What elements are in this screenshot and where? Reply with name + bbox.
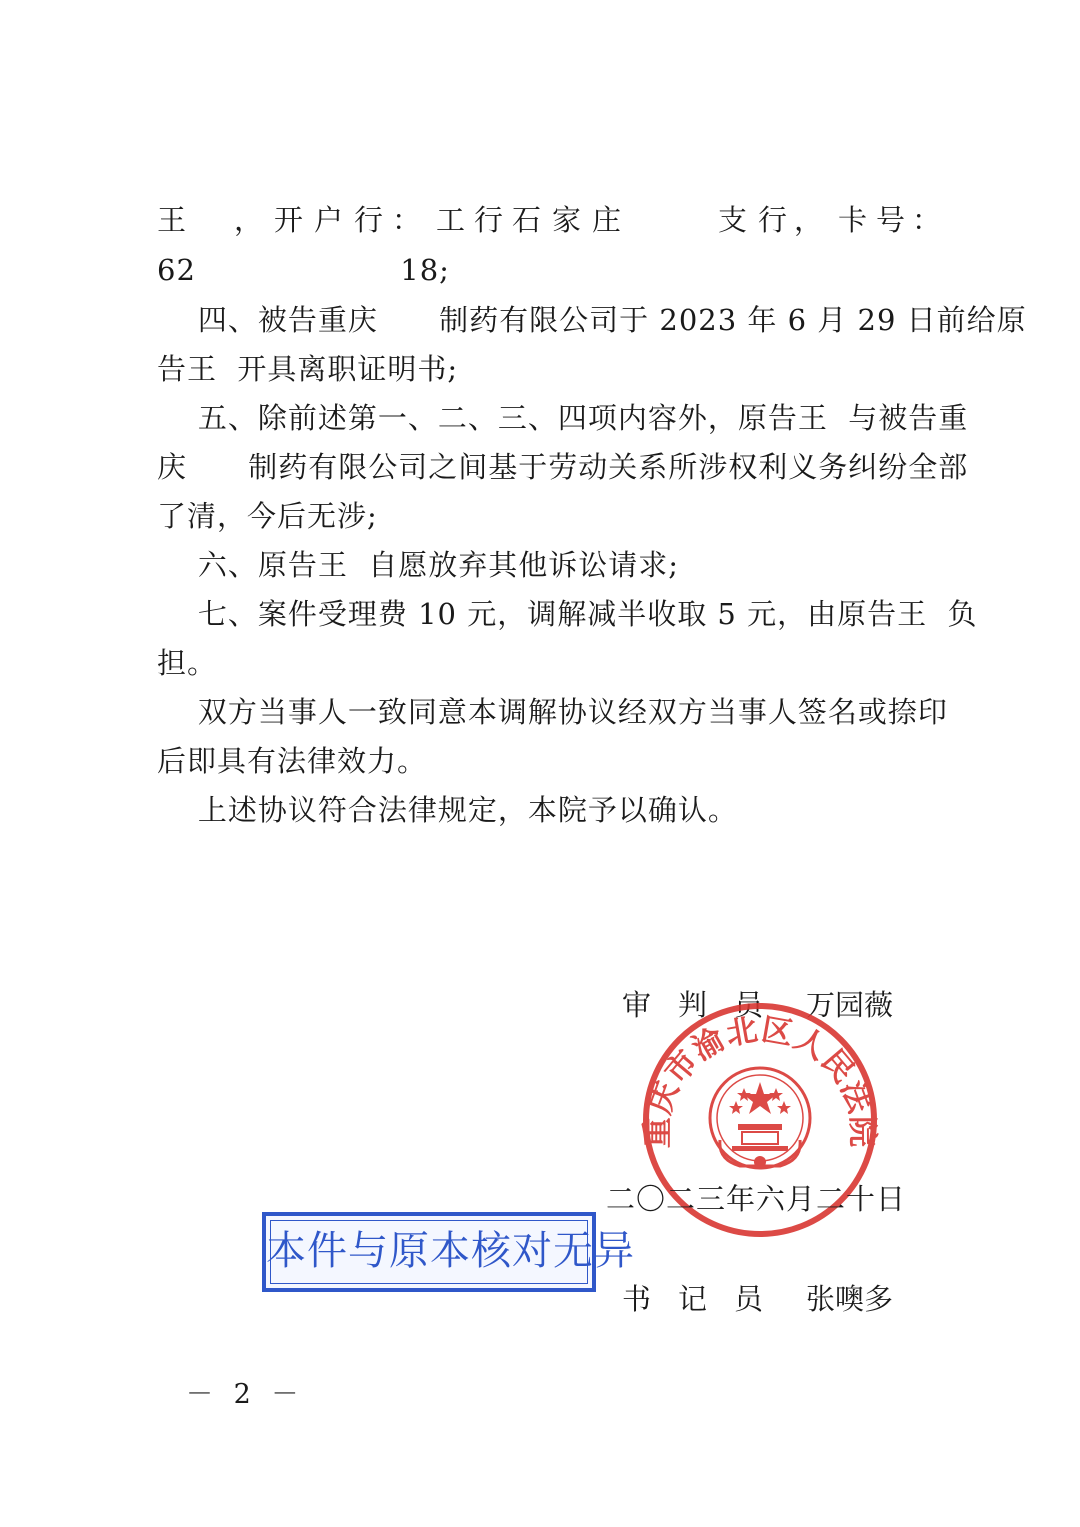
judge-role-char: 审 (622, 988, 652, 1022)
clerk-role-char: 员 (734, 1282, 764, 1316)
judge-signature (0, 988, 1080, 1022)
body-line: 62 18; (157, 253, 450, 287)
first-line-token: 家 (552, 203, 582, 237)
first-line-token: 工 (436, 203, 466, 237)
body-line: 担。 (157, 646, 218, 680)
first-line-token: 石 (512, 203, 542, 237)
first-line-token: ： (912, 203, 942, 237)
first-line-token: 王 (157, 203, 187, 237)
body-line: 七、案件受理费 10 元，调解减半收取 5 元，由原告王 负 (157, 597, 978, 631)
judge-role-char: 员 (734, 988, 764, 1022)
first-line-token: 号 (876, 203, 906, 237)
first-line-token: 卡 (838, 203, 868, 237)
body-line: 五、除前述第一、二、三、四项内容外，原告王 与被告重 (157, 401, 969, 435)
judgment-date: 二〇二三年六月二十日 (606, 1182, 907, 1216)
judge-name: 万园薇 (806, 988, 894, 1022)
judge-role-char: 判 (678, 988, 708, 1022)
clerk-signature (0, 1282, 1080, 1316)
first-line-token: ， (794, 203, 824, 237)
first-line-token: 开 (274, 203, 304, 237)
body-line: 六、原告王 自愿放弃其他诉讼请求; (157, 548, 680, 582)
clerk-name: 张噢多 (806, 1282, 894, 1316)
seal-ring-text: 重庆市渝北区人民法院 (640, 1011, 880, 1149)
body-line: 上述协议符合法律规定，本院予以确认。 (157, 793, 738, 827)
stamp-text: 本件与原本核对无异 (266, 1228, 635, 1274)
page-number: － 2 － (186, 1379, 305, 1410)
copy-verification-stamp (262, 1212, 635, 1292)
clerk-role-char: 书 (622, 1282, 652, 1316)
first-line-token: 行 (474, 203, 504, 237)
first-line-token: 行 (354, 203, 384, 237)
first-line-token: ： (392, 203, 422, 237)
first-line-token: 行 (758, 203, 788, 237)
first-line-token: 户 (314, 203, 344, 237)
first-line-token: 庄 (592, 203, 622, 237)
body-line: 四、被告重庆 制药有限公司于 2023 年 6 月 29 日前给原 (157, 303, 1027, 337)
body-line: 了清，今后无涉; (157, 499, 378, 533)
clerk-role-char: 记 (678, 1282, 708, 1316)
body-line: 告王 开具离职证明书; (157, 352, 459, 386)
national-emblem-icon (710, 1068, 810, 1168)
first-line-token: ， (234, 203, 264, 237)
first-line (0, 203, 1080, 237)
clerk-role (0, 1282, 764, 1452)
body-line: 双方当事人一致同意本调解协议经双方当事人签名或捺印 (157, 695, 948, 729)
first-line-token: 支 (718, 203, 748, 237)
body-line: 后即具有法律效力。 (157, 744, 428, 778)
body-line: 庆 制药有限公司之间基于劳动关系所涉权利义务纠纷全部 (157, 450, 969, 484)
